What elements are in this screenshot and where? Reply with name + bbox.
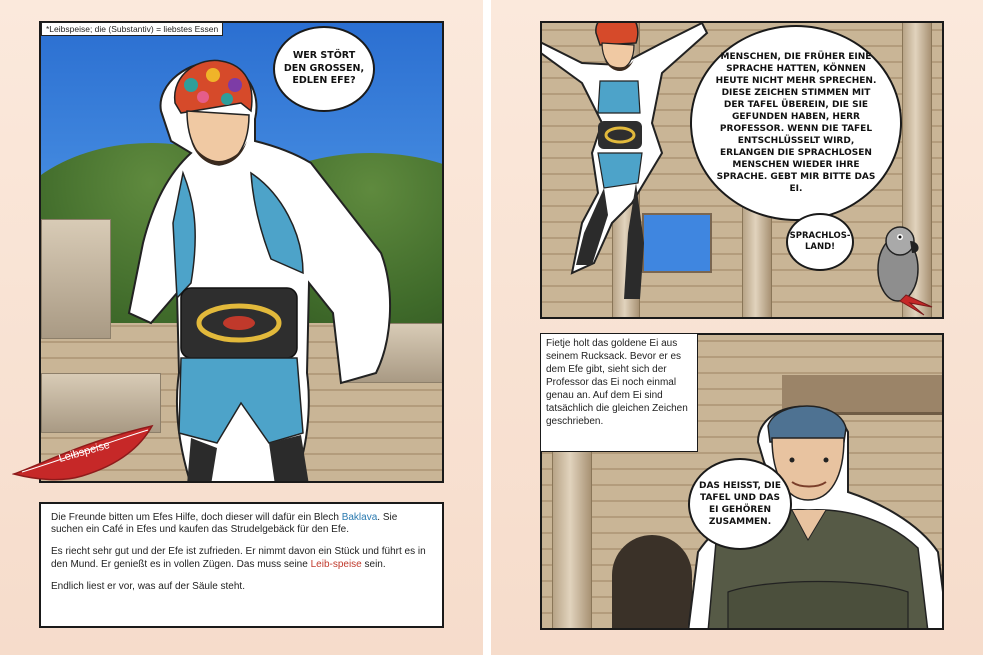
parrot-icon [860,219,940,319]
story-text: Es riecht sehr gut und der Efe ist zufrieden. Er nimmt davon ein Stück und führt es in den Mund. Er genießt es in vollen Zügen. Das muss seine [51,546,426,570]
story-text-panel [39,502,444,628]
temple-panel [540,21,944,319]
narration-caption [540,333,698,452]
baklava-link[interactable]: Baklava [341,512,378,523]
left-page [0,0,483,655]
story-paragraph-2 [51,546,432,570]
story-paragraph-1 [51,512,432,536]
feather-label: Leibspeise [57,438,112,466]
page-gutter [483,0,491,655]
temple-arch [612,535,692,630]
story-text: . Sie suchen ein Café in Efes und kaufen das Strudelgebäck für den Efe. [51,512,398,536]
narration-text: Fietje holt das goldene Ei aus seinem Rucksack. Bevor er es dem Efe gibt, sieht sich der Professor das Ei noch einmal genau an. Auf dem Ei sind tatsächlich die gleichen Zeichen geschrieben. [546,338,688,427]
efe-panel [39,21,444,483]
temple-column [552,435,592,630]
efe-speech-bubble [273,26,375,112]
efe-character [41,23,444,483]
efe-long-speech-text: MENSCHEN, DIE FRÜHER EINE SPRACHE HATTEN, KÖNNEN HEUTE NICHT MEHR SPRECHEN. DIESE ZEICHEN STIMMEN MIT DER TAFEL ÜBEREIN, DIE SIE GEFUNDEN HABEN, HERR PROFESSOR. WENN DIE TAFEL ENTSCHLÜSSELT WIRD, ERLANGEN DIE SPRACHLOSEN MENSCHEN WIEDER IHRE SPRACHE. GEBT MIR BITTE DAS EI. [715,52,877,194]
parrot-speech-bubble [786,213,854,271]
glossary-label: *Leibspeise; die (Substantiv) = liebstes Essen [41,22,223,36]
story-text: sein. [361,558,386,570]
leibspeise-link[interactable]: Leib-speise [310,558,362,570]
parrot-speech-text: SPRACHLOS-LAND! [789,231,851,252]
story-text: Die Freunde bitten um Efes Hilfe, doch dieser will dafür ein Blech [51,512,342,523]
story-paragraph-3: Endlich liest er vor, was auf der Säule steht. [51,580,245,592]
efe-speech-text: WER STÖRT DEN GROSSEN, EDLEN EFE? [283,50,365,87]
professor-speech-bubble [688,458,792,550]
right-page [491,0,983,655]
efe-long-speech-bubble [690,25,902,221]
professor-speech-text: DAS HEISST, DIE TAFEL UND DAS EI GEHÖREN ZUSAMMEN. [698,481,781,527]
